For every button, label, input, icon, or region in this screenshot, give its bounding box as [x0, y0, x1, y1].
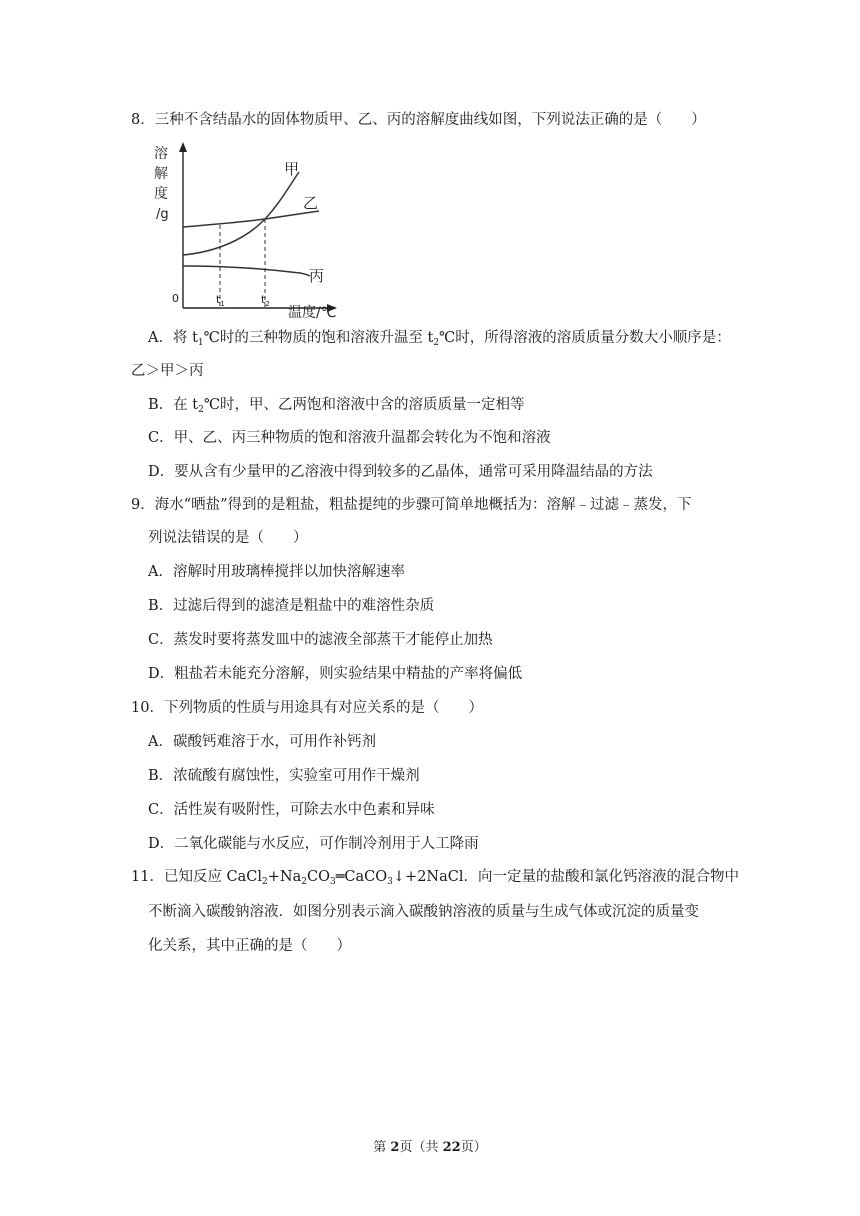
q9-option-a: A．溶解时用玻璃棒搅拌以加快溶解速率: [148, 564, 405, 580]
q8-option-b: B．在 $t_2℃$时，甲、乙两饱和溶液中含的溶质质量一定相等: [148, 397, 525, 415]
label-jia: 甲: [284, 160, 300, 178]
q10-option-c: C．活性炭有吸附性，可除去水中色素和异味: [148, 802, 435, 818]
q11-stem-line3: 化关系，其中正确的是（ ）: [148, 938, 351, 954]
t2-label: $t_2$: [261, 293, 270, 308]
curve-bing: [183, 266, 310, 276]
curve-jia: [183, 172, 299, 255]
q9-option-d: D．粗盐若未能充分溶解，则实验结果中精盐的产率将偏低: [148, 666, 523, 682]
q9-stem-line1: 9．海水“晒盐”得到的是粗盐，粗盐提纯的步骤可简单地概括为：溶解﹣过滤﹣蒸发，下: [131, 497, 692, 513]
q11-stem-line1: 11．已知反应 $CaCl_2+Na_2CO_3═CaCO_3↓+2NaCl$．向一定量的盐酸和氯化钙溶液的混合物中: [131, 869, 739, 887]
origin-label: 0: [172, 292, 179, 305]
y-label-char-4: /g: [156, 207, 169, 222]
q8-stem: 8．三种不含结晶水的固体物质甲、乙、丙的溶解度曲线如图，下列说法正确的是（ ）: [131, 112, 706, 128]
x-label: 温度/℃: [288, 305, 337, 320]
q10-option-a: A．碳酸钙难溶于水，可用作补钙剂: [148, 734, 376, 750]
page-number: 2: [390, 1140, 400, 1155]
page-total: 22: [442, 1140, 461, 1155]
q9-option-b: B．过滤后得到的滤渣是粗盐中的难溶性杂质: [148, 598, 435, 614]
q10-option-b: B．浓硫酸有腐蚀性，实验室可用作干燥剂: [148, 768, 420, 784]
q8-option-a-continuation: 乙＞甲＞丙: [131, 363, 204, 379]
label-yi: 乙: [303, 194, 319, 212]
label-bing: 丙: [309, 267, 325, 285]
q8-option-a: A．将 $t_1℃$时的三种物质的饱和溶液升温至 $t_2℃$时，所得溶液的溶质质量分数大小顺序是：: [148, 330, 731, 348]
q8-option-d: D．要从含有少量甲的乙溶液中得到较多的乙晶体，通常可采用降温结晶的方法: [148, 464, 653, 480]
q9-option-c: C．蒸发时要将蒸发皿中的滤液全部蒸干才能停止加热: [148, 632, 493, 648]
page-footer: 第 2页（共 22页）: [373, 1140, 487, 1155]
y-label-char-3: 度: [154, 186, 168, 202]
q11-stem-line2: 不断滴入碳酸钠溶液．如图分别表示滴入碳酸钠溶液的质量与生成气体或沉淀的质量变: [148, 904, 699, 920]
q10-option-d: D．二氧化碳能与水反应，可作制冷剂用于人工降雨: [148, 836, 479, 852]
t1-label: $t_1$: [216, 293, 225, 308]
y-label-char-1: 溶: [154, 146, 168, 162]
q8-option-c: C．甲、乙、丙三种物质的饱和溶液升温都会转化为不饱和溶液: [148, 430, 551, 446]
solubility-curve-graph: [150, 140, 350, 320]
y-label-char-2: 解: [154, 166, 168, 182]
q9-stem-line2: 列说法错误的是（ ）: [148, 530, 308, 546]
q10-stem: 10．下列物质的性质与用途具有对应关系的是（ ）: [131, 700, 483, 716]
y-axis-arrow: [179, 142, 187, 152]
curve-yi: [183, 211, 319, 227]
